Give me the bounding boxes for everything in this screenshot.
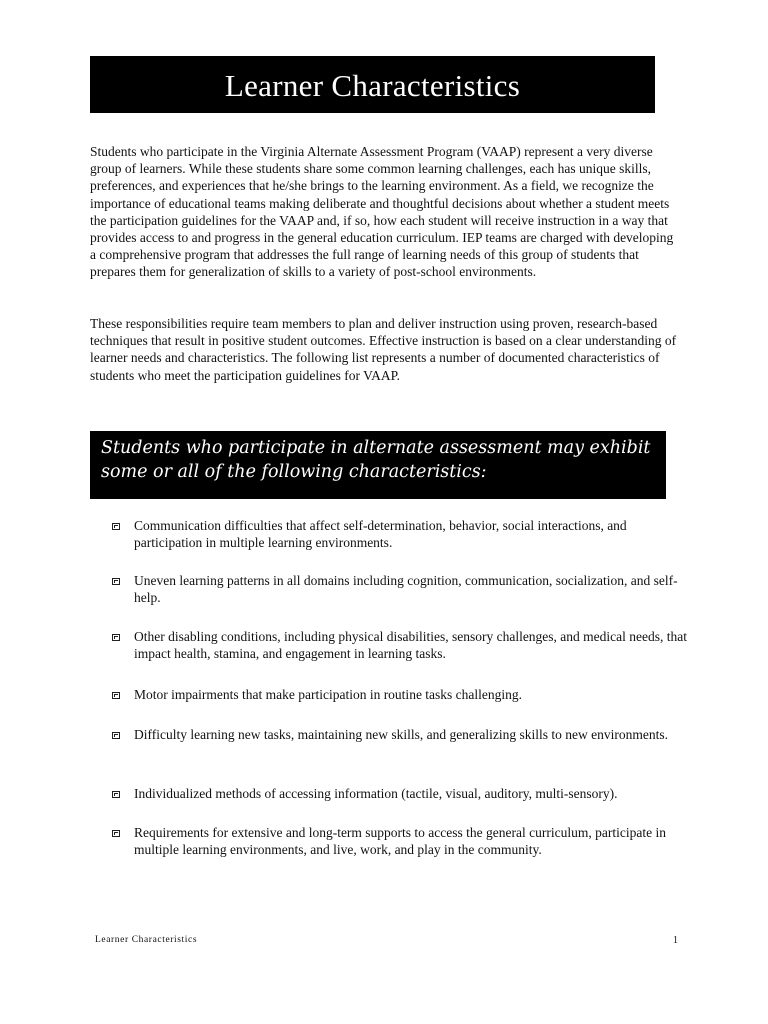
list-item-text: Other disabling conditions, including physical disabilities, sensory challenges, and medical needs, that impact health, stamina, and engagement in learning tasks. bbox=[134, 629, 688, 662]
square-bullet-icon bbox=[112, 830, 120, 837]
list-item bbox=[112, 628, 692, 662]
square-bullet-icon bbox=[112, 578, 120, 585]
square-bullet-icon bbox=[112, 732, 120, 739]
page-number: 1 bbox=[673, 935, 678, 946]
list-item bbox=[112, 686, 692, 703]
list-item bbox=[112, 726, 692, 743]
responsibilities-paragraph: These responsibilities require team members to plan and deliver instruction using proven, research-based techniques that result in positive student outcomes. Effective instruction is based on a clear understanding of learner needs and characteristics. The following list represents a number of documented characteristics of students who meet the participation guidelines for VAAP. bbox=[90, 316, 677, 383]
list-item-text: Individualized methods of accessing information (tactile, visual, auditory, multi-sensory). bbox=[134, 786, 618, 801]
list-item bbox=[112, 572, 692, 606]
square-bullet-icon bbox=[112, 523, 120, 530]
list-item bbox=[112, 824, 692, 858]
square-bullet-icon bbox=[112, 791, 120, 798]
list-item-text: Communication difficulties that affect self-determination, behavior, social interactions, and participation in multiple learning environments. bbox=[134, 518, 627, 551]
footer-label: Learner Characteristics bbox=[95, 935, 198, 945]
square-bullet-icon bbox=[112, 692, 120, 699]
characteristics-callout bbox=[90, 431, 666, 499]
list-item bbox=[112, 517, 692, 551]
intro-paragraph: Students who participate in the Virginia Alternate Assessment Program (VAAP) represent a very diverse group of learners. While these students share some common learning challenges, each has unique skills, preferences, and experiences that he/she brings to the learning environment. As a field, we recognize the importance of educational teams making deliberate and thoughtful decisions about whether a student meets the participation guidelines for the VAAP and, if so, how each student will receive instruction in a way that provides access to and progress in the general education curriculum. IEP teams are charged with developing a comprehensive program that addresses the full range of learning needs of this group of students that prepares them for generalization of skills to a variety of post-school environments. bbox=[90, 144, 674, 280]
square-bullet-icon bbox=[112, 634, 120, 641]
title-banner bbox=[90, 56, 655, 113]
list-item-text: Motor impairments that make participation in routine tasks challenging. bbox=[134, 687, 523, 702]
page-title: Learner Characteristics bbox=[224, 68, 521, 103]
list-item-text: Uneven learning patterns in all domains including cognition, communication, socialization, and self-help. bbox=[134, 573, 678, 606]
list-item-text: Requirements for extensive and long-term supports to access the general curriculum, participate in multiple learning environments, and live, work, and play in the community. bbox=[134, 825, 666, 858]
list-item-text: Difficulty learning new tasks, maintaining new skills, and generalizing skills to new environments. bbox=[134, 727, 669, 742]
list-item bbox=[112, 785, 692, 802]
callout-line-1: Students who participate in alternate assessment may exhibit bbox=[101, 438, 651, 458]
callout-line-2: some or all of the following characteristics: bbox=[101, 462, 487, 482]
